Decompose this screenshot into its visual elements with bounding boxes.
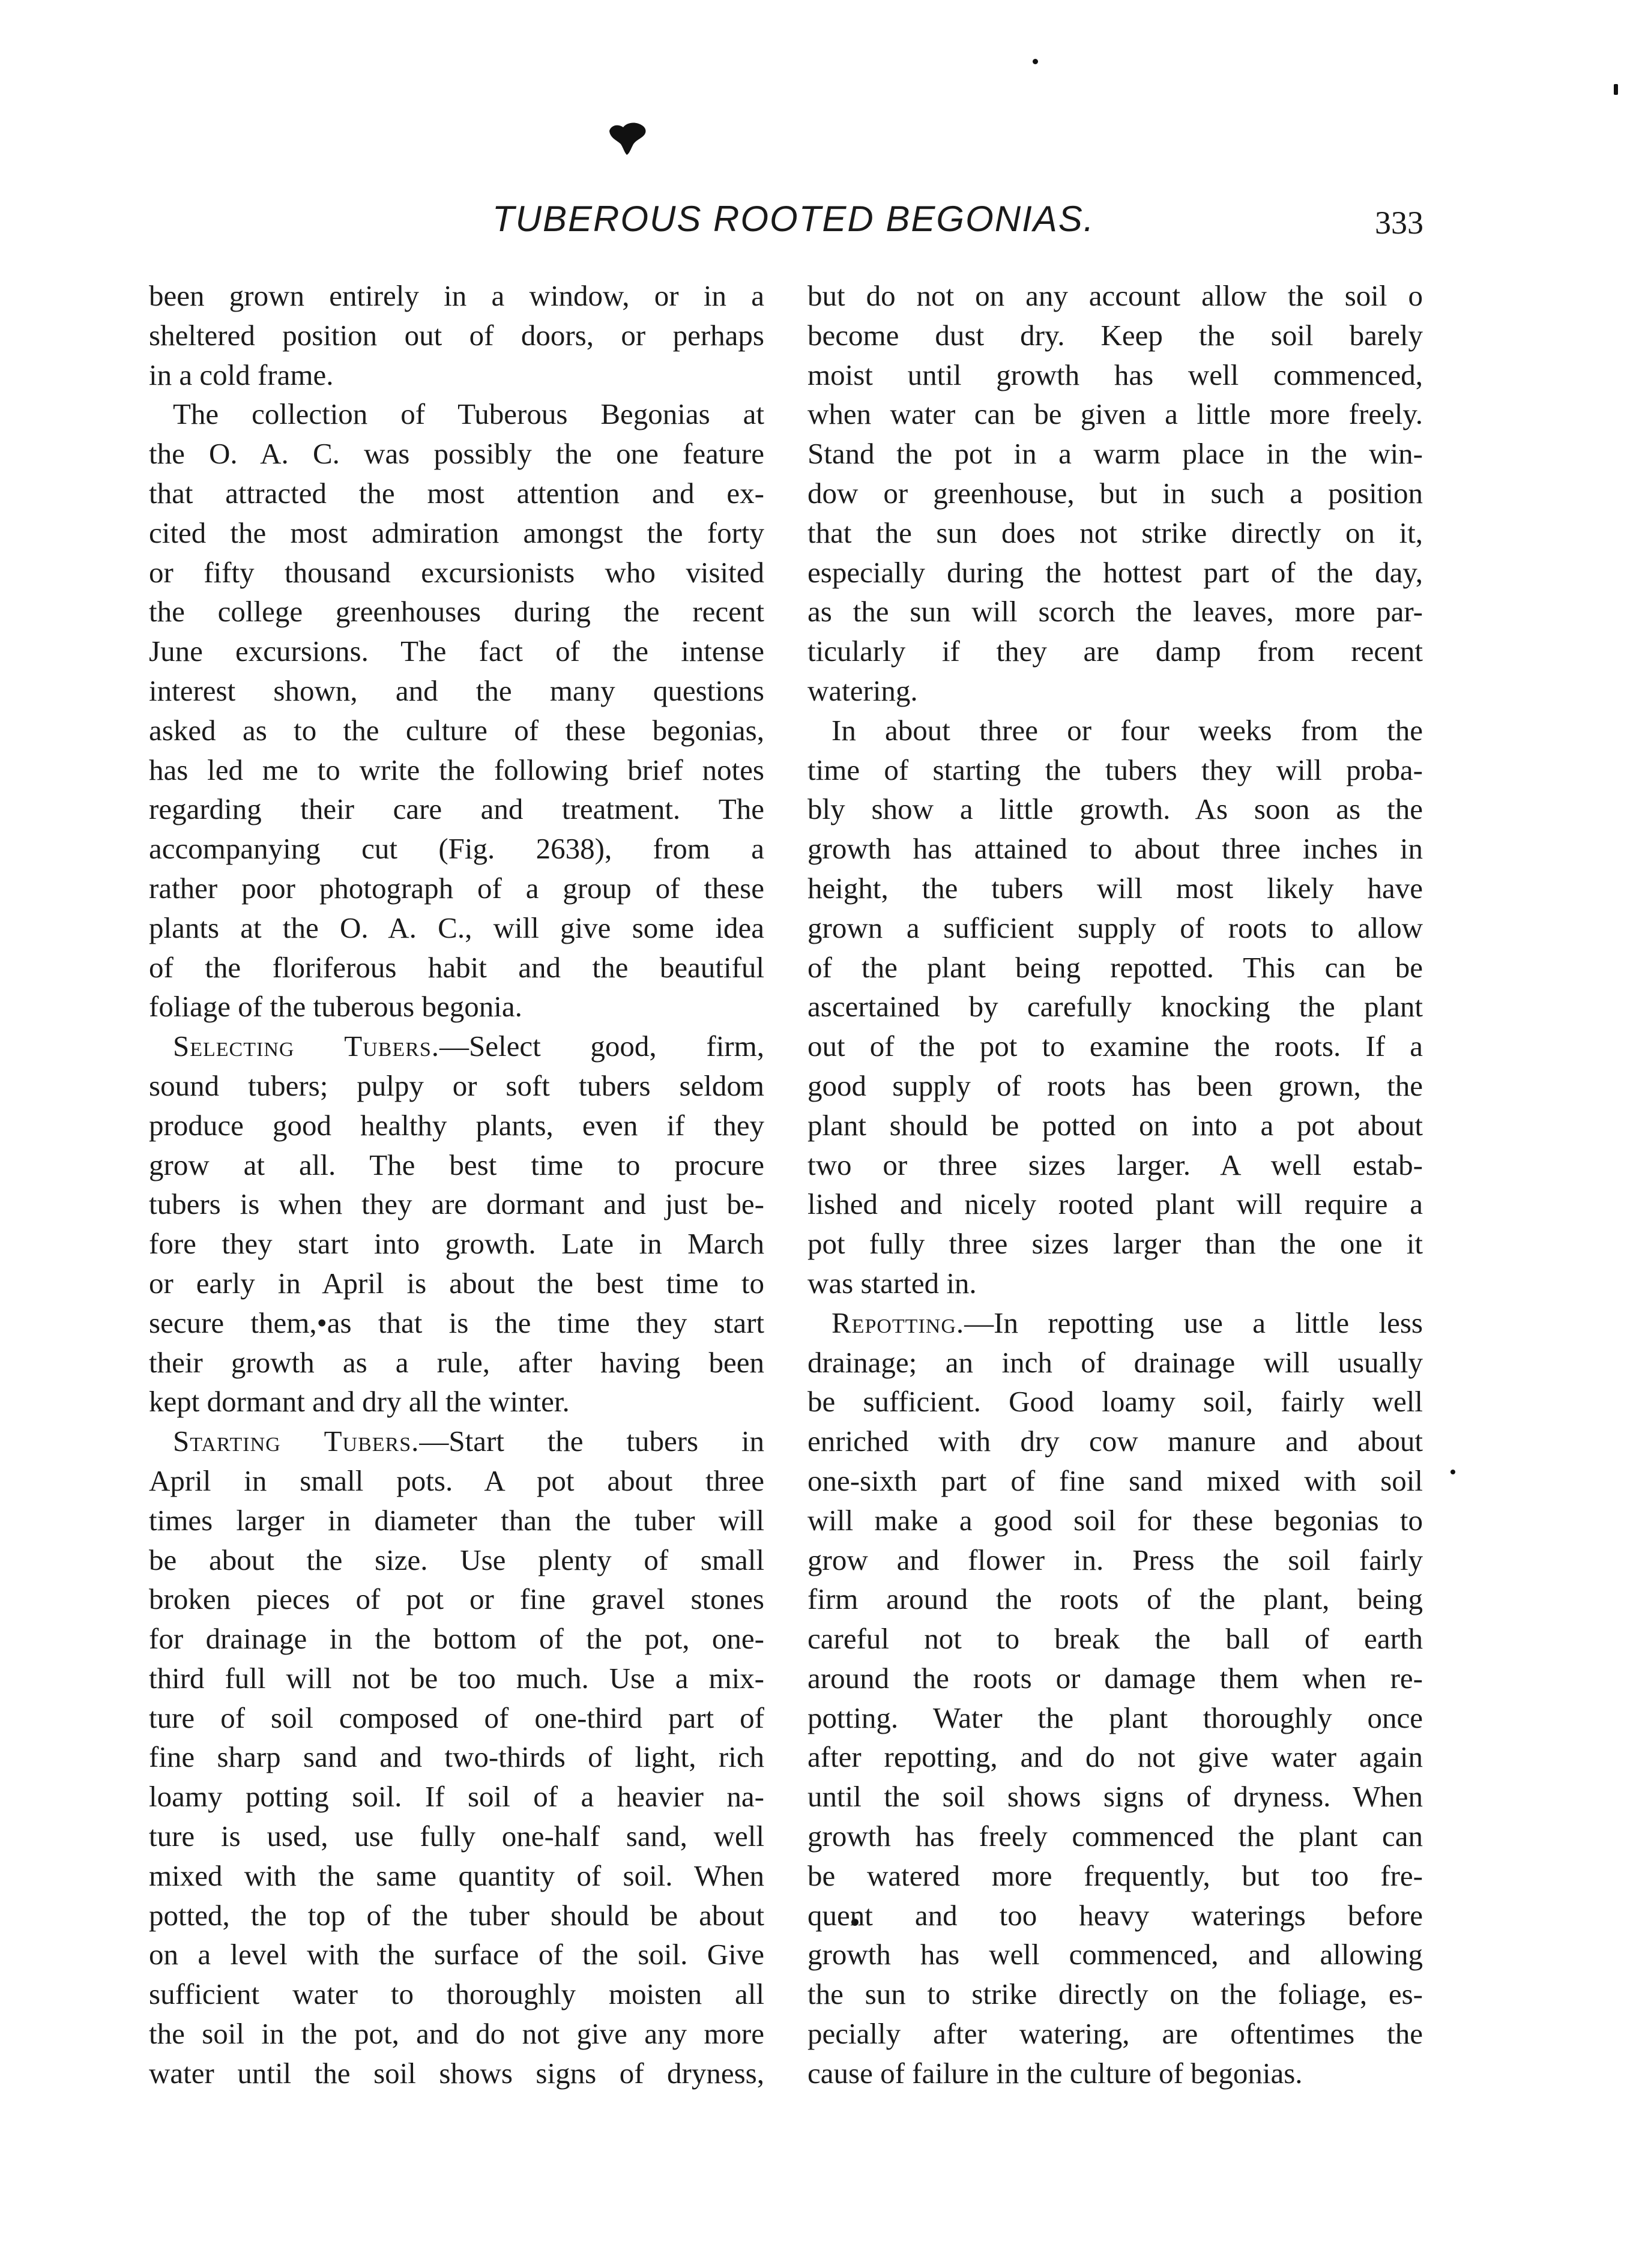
text-line	[149, 632, 764, 671]
text-line	[807, 1817, 1423, 1856]
text-line	[807, 1501, 1423, 1540]
text-line	[807, 711, 1423, 750]
line-text: accompanying cut (Fig. 2638), from a	[149, 832, 764, 866]
line-text: kept dormant and dry all the winter.	[149, 1385, 570, 1419]
text-line	[807, 1145, 1423, 1185]
line-text: especially during the hottest part of the day,	[807, 555, 1423, 589]
text-line	[807, 948, 1423, 988]
line-text: plant should be potted on into a pot about	[807, 1108, 1423, 1142]
line-text: but do not on any account allow the soil o	[807, 279, 1423, 312]
text-line	[149, 987, 764, 1027]
line-text: after repotting, and do not give water again	[807, 1740, 1423, 1774]
line-text: their growth as a rule, after having been	[149, 1345, 764, 1379]
text-line	[807, 750, 1423, 790]
line-text: be watered more frequently, but too fre-	[807, 1859, 1423, 1892]
line-text: times larger in diameter than the tuber will	[149, 1503, 764, 1537]
text-line	[807, 1303, 1423, 1343]
line-text: around the roots or damage them when re-	[807, 1661, 1423, 1695]
text-line	[149, 513, 764, 553]
line-text: dow or greenhouse, but in such a position	[807, 476, 1423, 510]
text-line	[149, 1343, 764, 1383]
text-line	[149, 1777, 764, 1817]
line-text: lished and nicely rooted plant will require a	[807, 1187, 1423, 1221]
text-line	[807, 632, 1423, 671]
line-text: ture of soil composed of one-third part of	[149, 1701, 764, 1734]
line-text: on a level with the surface of the soil. Give	[149, 1938, 764, 1971]
text-line	[807, 1027, 1423, 1066]
text-line	[149, 711, 764, 750]
line-text: grow and flower in. Press the soil fairly	[807, 1543, 1423, 1576]
text-line	[149, 1184, 764, 1224]
text-line	[807, 1619, 1423, 1659]
text-line	[149, 1066, 764, 1106]
text-line	[807, 1066, 1423, 1106]
text-line	[149, 1896, 764, 1935]
text-line	[149, 2054, 764, 2093]
line-text: ascertained by carefully knocking the plant	[807, 990, 1423, 1024]
line-text: asked as to the culture of these begonias,	[149, 713, 764, 747]
text-line	[807, 671, 1423, 711]
line-text: interest shown, and the many questions	[149, 674, 764, 707]
text-line	[149, 829, 764, 869]
line-text: ture is used, use fully one-half sand, well	[149, 1820, 764, 1853]
line-text: time of starting the tubers they will proba-	[807, 753, 1423, 786]
line-text: out of the pot to examine the roots. If a	[807, 1030, 1423, 1063]
line-text: Stand the pot in a warm place in the win-	[807, 437, 1423, 471]
line-text: mixed with the same quantity of soil. When	[149, 1859, 764, 1892]
ink-speck	[1614, 84, 1618, 95]
text-line	[149, 1817, 764, 1856]
text-line	[807, 1184, 1423, 1224]
line-text: moist until growth has well commenced,	[807, 358, 1423, 391]
text-line	[149, 750, 764, 790]
line-text: the soil in the pot, and do not give any more	[149, 2017, 764, 2051]
line-text: good supply of roots has been grown, the	[807, 1069, 1423, 1102]
text-line	[149, 355, 764, 395]
text-line	[807, 1777, 1423, 1817]
text-line	[807, 1343, 1423, 1383]
line-text: pot fully three sizes larger than the one it	[807, 1227, 1423, 1261]
line-text: plants at the O. A. C., will give some idea	[149, 911, 764, 944]
line-text: watering.	[807, 674, 918, 707]
section-heading: Selecting Tubers.	[173, 1030, 440, 1063]
text-line	[807, 1935, 1423, 1974]
running-title: TUBEROUS ROOTED BEGONIAS.	[492, 199, 1095, 239]
text-line	[807, 592, 1423, 632]
text-line	[807, 474, 1423, 513]
line-text: the college greenhouses during the recent	[149, 595, 764, 629]
line-text: of the floriferous habit and the beautiful	[149, 950, 764, 984]
text-line	[807, 1106, 1423, 1145]
text-line	[149, 908, 764, 948]
text-line	[149, 1303, 764, 1343]
line-text: In about three or four weeks from the	[832, 713, 1423, 747]
text-line	[807, 1737, 1423, 1777]
text-line	[807, 1382, 1423, 1422]
line-text: the sun to strike directly on the foliage, es-	[807, 1977, 1423, 2011]
line-text: tubers is when they are dormant and just be-	[149, 1187, 764, 1221]
line-text: drainage; an inch of drainage will usually	[807, 1345, 1423, 1379]
line-text: that the sun does not strike directly on it,	[807, 516, 1423, 549]
line-text: height, the tubers will most likely have	[807, 871, 1423, 905]
text-line	[807, 1974, 1423, 2014]
text-line	[149, 394, 764, 434]
line-text: growth has well commenced, and allowing	[807, 1938, 1423, 1971]
line-text: that attracted the most attention and ex-	[149, 476, 764, 510]
line-text: become dust dry. Keep the soil barely	[807, 318, 1423, 352]
line-text: cause of failure in the culture of begonias.	[807, 2056, 1303, 2090]
line-text: quent and too heavy waterings before	[807, 1898, 1423, 1932]
text-line	[149, 671, 764, 711]
text-line	[149, 1027, 764, 1066]
text-line	[149, 1974, 764, 2014]
section-heading: Repotting.	[832, 1306, 965, 1339]
text-line	[807, 2054, 1423, 2093]
line-text: secure them,•as that is the time they start	[149, 1306, 764, 1339]
text-line	[149, 2014, 764, 2054]
line-text: fore they start into growth. Late in March	[149, 1227, 764, 1261]
line-text: bly show a little growth. As soon as the	[807, 792, 1423, 826]
text-line	[807, 2014, 1423, 2054]
text-line	[149, 434, 764, 474]
text-line	[807, 1224, 1423, 1264]
line-text: grown a sufficient supply of roots to allow	[807, 911, 1423, 944]
text-line	[149, 316, 764, 355]
line-text: grow at all. The best time to procure	[149, 1148, 764, 1181]
text-line	[807, 1698, 1423, 1738]
line-text: as the sun will scorch the leaves, more par-	[807, 595, 1423, 629]
line-text: fine sharp sand and two-thirds of light, rich	[149, 1740, 764, 1774]
line-text: cited the most admiration amongst the forty	[149, 516, 764, 549]
line-text: water until the soil shows signs of dryness,	[149, 2056, 764, 2090]
line-text: foliage of the tuberous begonia.	[149, 990, 522, 1024]
text-line	[807, 1264, 1423, 1303]
line-text: for drainage in the bottom of the pot, one-	[149, 1622, 764, 1656]
line-text: potting. Water the plant thoroughly once	[807, 1701, 1423, 1734]
text-line	[807, 434, 1423, 474]
line-text: the O. A. C. was possibly the one feature	[149, 437, 764, 471]
text-line	[807, 276, 1423, 316]
line-text: has led me to write the following brief notes	[149, 753, 764, 786]
text-line	[807, 869, 1423, 908]
page-number: 333	[1375, 205, 1423, 241]
line-text: growth has freely commenced the plant can	[807, 1820, 1423, 1853]
line-text: in a cold frame.	[149, 358, 334, 391]
text-line	[149, 1264, 764, 1303]
text-line	[149, 1619, 764, 1659]
line-text: produce good healthy plants, even if they	[149, 1108, 764, 1142]
ink-blot-ornament	[606, 120, 648, 156]
text-line	[149, 948, 764, 988]
line-text: be sufficient. Good loamy soil, fairly well	[807, 1385, 1423, 1419]
text-line	[149, 1224, 764, 1264]
line-text: —Start the tubers in	[419, 1425, 764, 1458]
line-text: loamy potting soil. If soil of a heavier na-	[149, 1780, 764, 1814]
ink-speck	[1033, 59, 1038, 64]
line-text: or early in April is about the best time to	[149, 1266, 764, 1300]
text-line	[149, 869, 764, 908]
section-heading: Starting Tubers.	[173, 1425, 420, 1458]
text-line	[807, 829, 1423, 869]
text-line	[807, 355, 1423, 395]
text-line	[149, 1540, 764, 1580]
line-text: firm around the roots of the plant, being	[807, 1582, 1423, 1616]
text-line	[149, 1382, 764, 1422]
text-line	[149, 1659, 764, 1698]
text-line	[149, 1935, 764, 1974]
text-line	[807, 316, 1423, 355]
text-line	[807, 987, 1423, 1027]
line-text: potted, the top of the tuber should be about	[149, 1898, 764, 1932]
line-text: April in small pots. A pot about three	[149, 1464, 764, 1497]
text-line	[807, 1659, 1423, 1698]
line-text: pecially after watering, are oftentimes the	[807, 2017, 1423, 2051]
text-line	[149, 474, 764, 513]
line-text: The collection of Tuberous Begonias at	[173, 397, 764, 431]
text-line	[807, 1540, 1423, 1580]
text-line	[807, 513, 1423, 553]
line-text: careful not to break the ball of earth	[807, 1622, 1423, 1656]
line-text: sheltered position out of doors, or perhaps	[149, 318, 764, 352]
line-text: sufficient water to thoroughly moisten all	[149, 1977, 764, 2011]
text-line	[149, 1698, 764, 1738]
left-text-column	[149, 276, 764, 2093]
ink-speck	[1450, 1470, 1455, 1474]
line-text: was started in.	[807, 1266, 977, 1300]
line-text: broken pieces of pot or fine gravel stones	[149, 1582, 764, 1616]
line-text: one-sixth part of fine sand mixed with soil	[807, 1464, 1423, 1497]
text-line	[807, 1579, 1423, 1619]
text-line	[149, 789, 764, 829]
line-text: when water can be given a little more freely.	[807, 397, 1423, 431]
text-line	[149, 1856, 764, 1896]
line-text: June excursions. The fact of the intense	[149, 635, 764, 668]
line-text: third full will not be too much. Use a mix-	[149, 1661, 764, 1695]
text-line	[149, 1145, 764, 1185]
line-text: two or three sizes larger. A well estab-	[807, 1148, 1423, 1181]
text-line	[807, 553, 1423, 593]
line-text: sound tubers; pulpy or soft tubers seldom	[149, 1069, 764, 1102]
text-line	[807, 789, 1423, 829]
text-line	[149, 1737, 764, 1777]
line-text: enriched with dry cow manure and about	[807, 1425, 1423, 1458]
text-line	[149, 1501, 764, 1540]
text-line	[807, 1461, 1423, 1501]
text-line	[807, 908, 1423, 948]
right-text-column	[807, 276, 1423, 2093]
line-text: —Select good, firm,	[439, 1030, 764, 1063]
line-text: been grown entirely in a window, or in a	[149, 279, 764, 312]
line-text: will make a good soil for these begonias to	[807, 1503, 1423, 1537]
line-text: regarding their care and treatment. The	[149, 792, 764, 826]
line-text: growth has attained to about three inches in	[807, 832, 1423, 866]
line-text: be about the size. Use plenty of small	[149, 1543, 764, 1576]
text-line	[807, 1422, 1423, 1461]
text-line	[149, 276, 764, 316]
text-line	[149, 1422, 764, 1461]
text-line	[149, 1461, 764, 1501]
text-line	[149, 1106, 764, 1145]
line-text: —In repotting use a little less	[964, 1306, 1423, 1339]
text-line	[149, 592, 764, 632]
text-line	[149, 1579, 764, 1619]
text-line	[149, 553, 764, 593]
line-text: of the plant being repotted. This can be	[807, 950, 1423, 984]
line-text: rather poor photograph of a group of these	[149, 871, 764, 905]
line-text: until the soil shows signs of dryness. When	[807, 1780, 1423, 1814]
line-text: or fifty thousand excursionists who visited	[149, 555, 764, 589]
text-line	[807, 394, 1423, 434]
text-line	[807, 1896, 1423, 1935]
line-text: ticularly if they are damp from recent	[807, 635, 1423, 668]
text-line	[807, 1856, 1423, 1896]
